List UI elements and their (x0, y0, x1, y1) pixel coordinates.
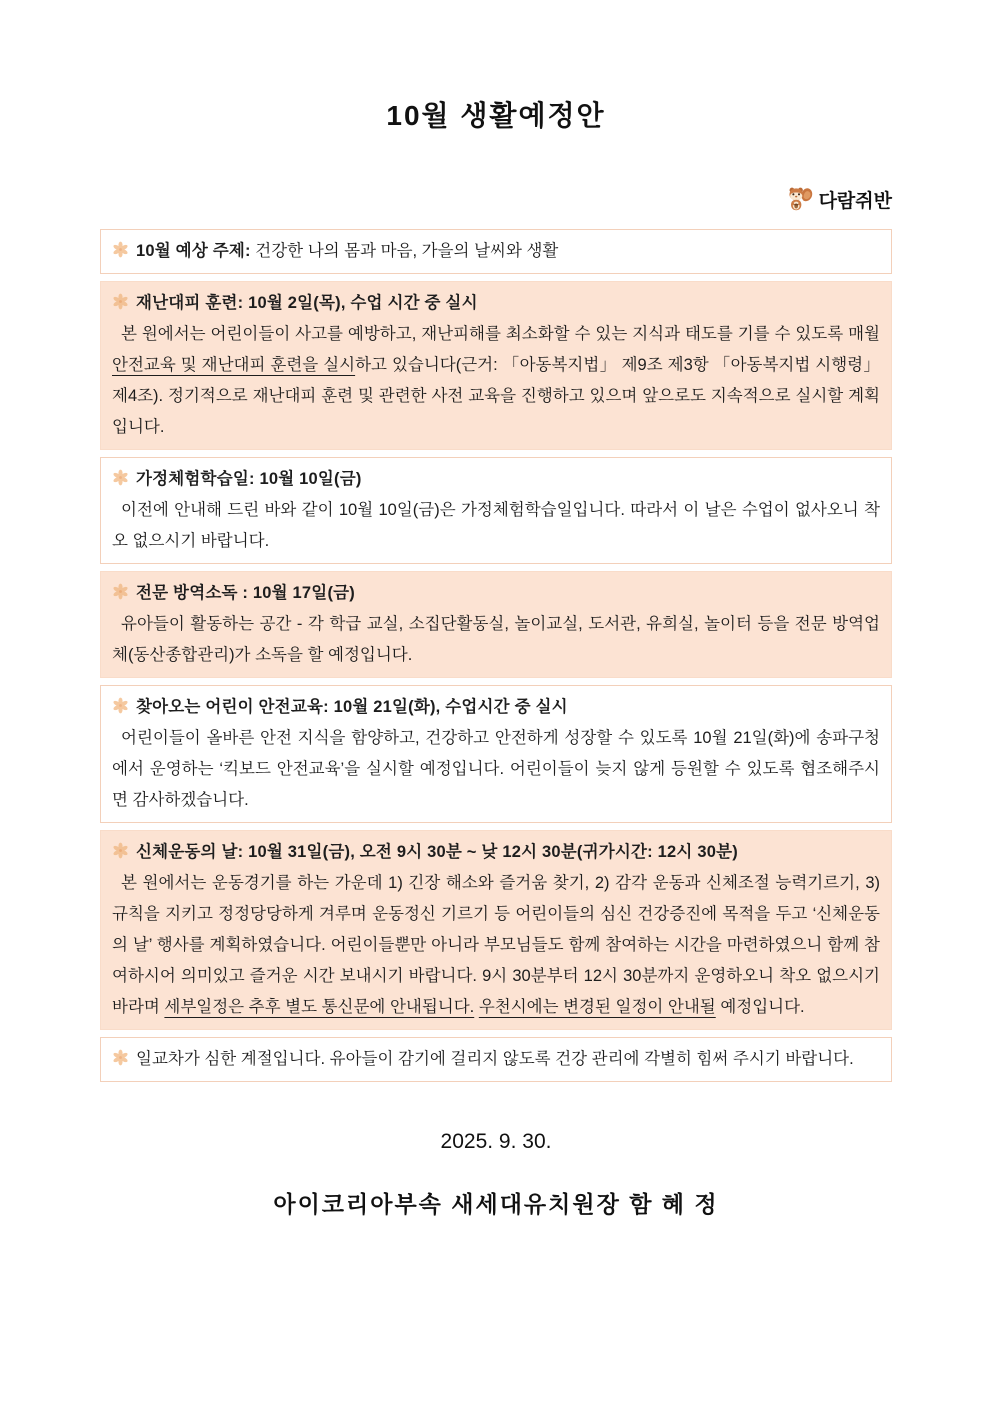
body-text-underlined: 우천시에는 변경된 일정이 안내될 (478, 998, 716, 1016)
flower-bullet-icon (112, 583, 129, 600)
section-title: 찾아오는 어린이 안전교육: 10월 21일(화), 수업시간 중 실시 (136, 698, 568, 716)
footer-date: 2025. 9. 30. (440, 1130, 552, 1153)
body-text: 어린이들이 올바른 안전 지식을 함양하고, 건강하고 안전하게 성장할 수 있도록 10월 21일(화)에 송파구청에서 운영하는 ‘킥보드 안전교육’을 실시할 예정입니다. 어린이들이 늦지 않게 등원할 수 있도록 협조해주시면 감사하겠습니다. (112, 729, 880, 809)
section-title: 10월 예상 주제: (136, 242, 251, 260)
body-text-underlined: 안전교육 및 재난대피 훈련을 실시 (112, 356, 356, 374)
section-body (112, 868, 880, 1023)
section-heading (112, 288, 880, 319)
flower-bullet-icon (112, 1049, 129, 1066)
section-body (112, 1044, 880, 1075)
section-home-experience-day (100, 457, 892, 564)
section-title: 가정체험학습일: 10월 10일(금) (136, 470, 362, 488)
notice-sections (100, 229, 892, 1082)
section-physical-activity-day (100, 830, 892, 1030)
footer-signature: 아이코리아부속 새세대유치원장 함 혜 정 (273, 1191, 719, 1217)
section-title: 재난대피 훈련: 10월 2일(목), 수업 시간 중 실시 (136, 294, 478, 312)
section-heading (112, 236, 880, 267)
section-disaster-drill (100, 281, 892, 450)
page-title: 10월 생활예정안 (386, 100, 606, 131)
class-badge (100, 184, 892, 214)
class-label: 다람쥐반 (818, 190, 892, 212)
section-heading (112, 692, 880, 723)
body-text: 하고 있습니다(근거: 「아동복지법」 제9조 제3항 「아동복지법 시행령」 제4조). 정기적으로 재난대피 훈련 및 관련한 사전 교육을 진행하고 있으며 앞으로도 지속적으로 실시할 계획입니다. (112, 356, 880, 436)
body-text: 유아들이 활동하는 공간 - 각 학급 교실, 소집단활동실, 놀이교실, 도서관, 유희실, 놀이터 등을 전문 방역업체(동산종합관리)가 소독을 할 예정입니다. (112, 615, 880, 664)
section-body (112, 723, 880, 816)
body-text: 이전에 안내해 드린 바와 같이 10월 10일(금)은 가정체험학습일입니다. 따라서 이 날은 수업이 없사오니 착오 없으시기 바랍니다. (112, 501, 880, 550)
body-text: 본 원에서는 운동경기를 하는 가운데 1) 긴장 해소와 즐거움 찾기, 2) 감각 운동과 신체조절 능력기르기, 3) 규칙을 지키고 정정당당하게 겨루며 운동정신 기르기 등 어린이들의 심신 건강증진에 목적을 두고 ‘신체운동의 날’ 행사를 계획하였습니다. 어린이들뿐만 아니라 부모님들도 함께 참여하는 시간을 마련하였으니 함께 참여하시어 의미있고 즐거운 시간 보내시기 바랍니다. 9시 30분부터 12시 30분까지 운영하오니 착오 없으시기 바라며 (112, 874, 880, 1016)
section-heading (112, 837, 880, 868)
section-body (112, 319, 880, 443)
body-text: 예정입니다. (715, 998, 805, 1016)
flower-bullet-icon (112, 241, 129, 258)
section-body (112, 609, 880, 671)
section-heading (112, 464, 880, 495)
section-disinfection (100, 571, 892, 678)
section-monthly-theme (100, 229, 892, 274)
flower-bullet-icon (112, 469, 129, 486)
body-text-underlined: 세부일정은 추후 별도 통신문에 안내됩니다. (164, 998, 475, 1016)
flower-bullet-icon (112, 842, 129, 859)
section-title: 신체운동의 날: 10월 31일(금), 오전 9시 30분 ~ 낮 12시 30분(귀가시간: 12시 30분) (136, 843, 738, 861)
flower-bullet-icon (112, 293, 129, 310)
section-title-rest: 건강한 나의 몸과 마음, 가을의 날씨와 생활 (250, 242, 559, 260)
section-title: 전문 방역소독 : 10월 17일(금) (136, 584, 355, 602)
squirrel-icon (784, 184, 814, 214)
body-text: 일교차가 심한 계절입니다. 유아들이 감기에 걸리지 않도록 건강 관리에 각별히 힘써 주시기 바랍니다. (136, 1050, 854, 1068)
section-heading (112, 578, 880, 609)
flower-bullet-icon (112, 697, 129, 714)
section-body (112, 495, 880, 557)
section-health-note (100, 1037, 892, 1082)
section-safety-education (100, 685, 892, 823)
body-text: 본 원에서는 어린이들이 사고를 예방하고, 재난피해를 최소화할 수 있는 지식과 태도를 기를 수 있도록 매월 (121, 325, 880, 343)
